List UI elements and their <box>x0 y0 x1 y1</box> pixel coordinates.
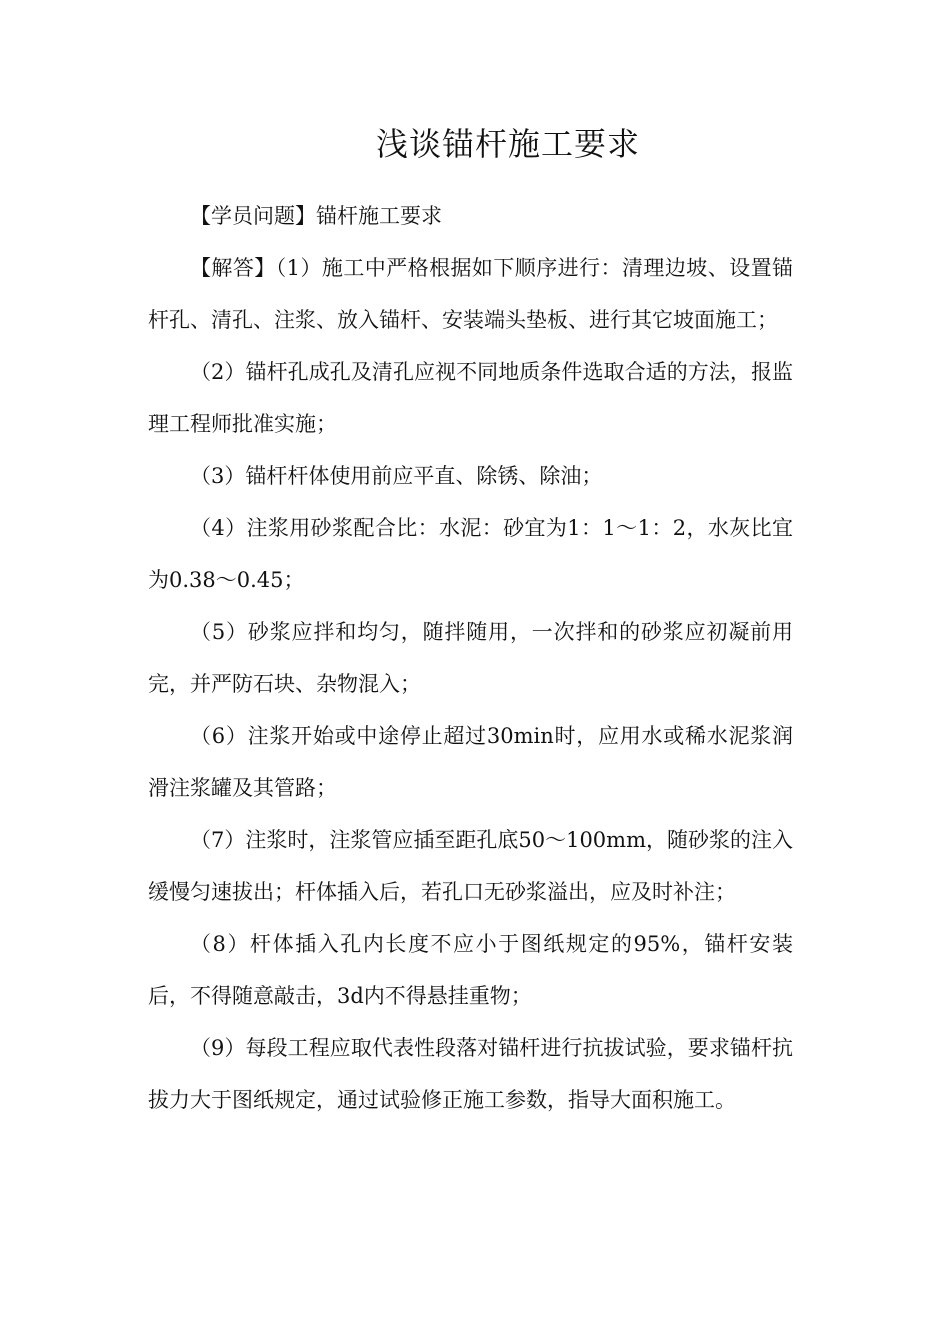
answer-paragraph-4: （4）注浆用砂浆配合比：水泥：砂宜为1：1～1：2，水灰比宜为0.38～0.45； <box>148 516 793 592</box>
answer-paragraph-7: （7）注浆时，注浆管应插至距孔底50～100mm，随砂浆的注入缓慢匀速拔出；杆体插入后，若孔口无砂浆溢出，应及时补注； <box>148 828 793 904</box>
answer-paragraph-1: 【解答】（1）施工中严格根据如下顺序进行：清理边坡、设置锚杆孔、清孔、注浆、放入锚杆、安装端头垫板、进行其它坡面施工； <box>148 256 793 332</box>
answer-paragraph-6: （6）注浆开始或中途停止超过30min时，应用水或稀水泥浆润滑注浆罐及其管路； <box>148 724 793 800</box>
answer-paragraph-8: （8）杆体插入孔内长度不应小于图纸规定的95%，锚杆安装后，不得随意敲击，3d内不得悬挂重物； <box>148 932 793 1008</box>
question-paragraph: 【学员问题】锚杆施工要求 <box>190 204 442 228</box>
answer-paragraph-2: （2）锚杆孔成孔及清孔应视不同地质条件选取合适的方法，报监理工程师批准实施； <box>148 360 793 436</box>
document-title: 浅谈锚杆施工要求 <box>375 125 640 163</box>
answer-paragraph-3: （3）锚杆杆体使用前应平直、除锈、除油； <box>190 464 603 488</box>
answer-paragraph-5: （5）砂浆应拌和均匀，随拌随用，一次拌和的砂浆应初凝前用完，并严防石块、杂物混入； <box>148 620 793 696</box>
document-body <box>148 190 793 1126</box>
answer-paragraph-9: （9）每段工程应取代表性段落对锚杆进行抗拔试验，要求锚杆抗拔力大于图纸规定，通过试验修正施工参数，指导大面积施工。 <box>148 1036 793 1112</box>
